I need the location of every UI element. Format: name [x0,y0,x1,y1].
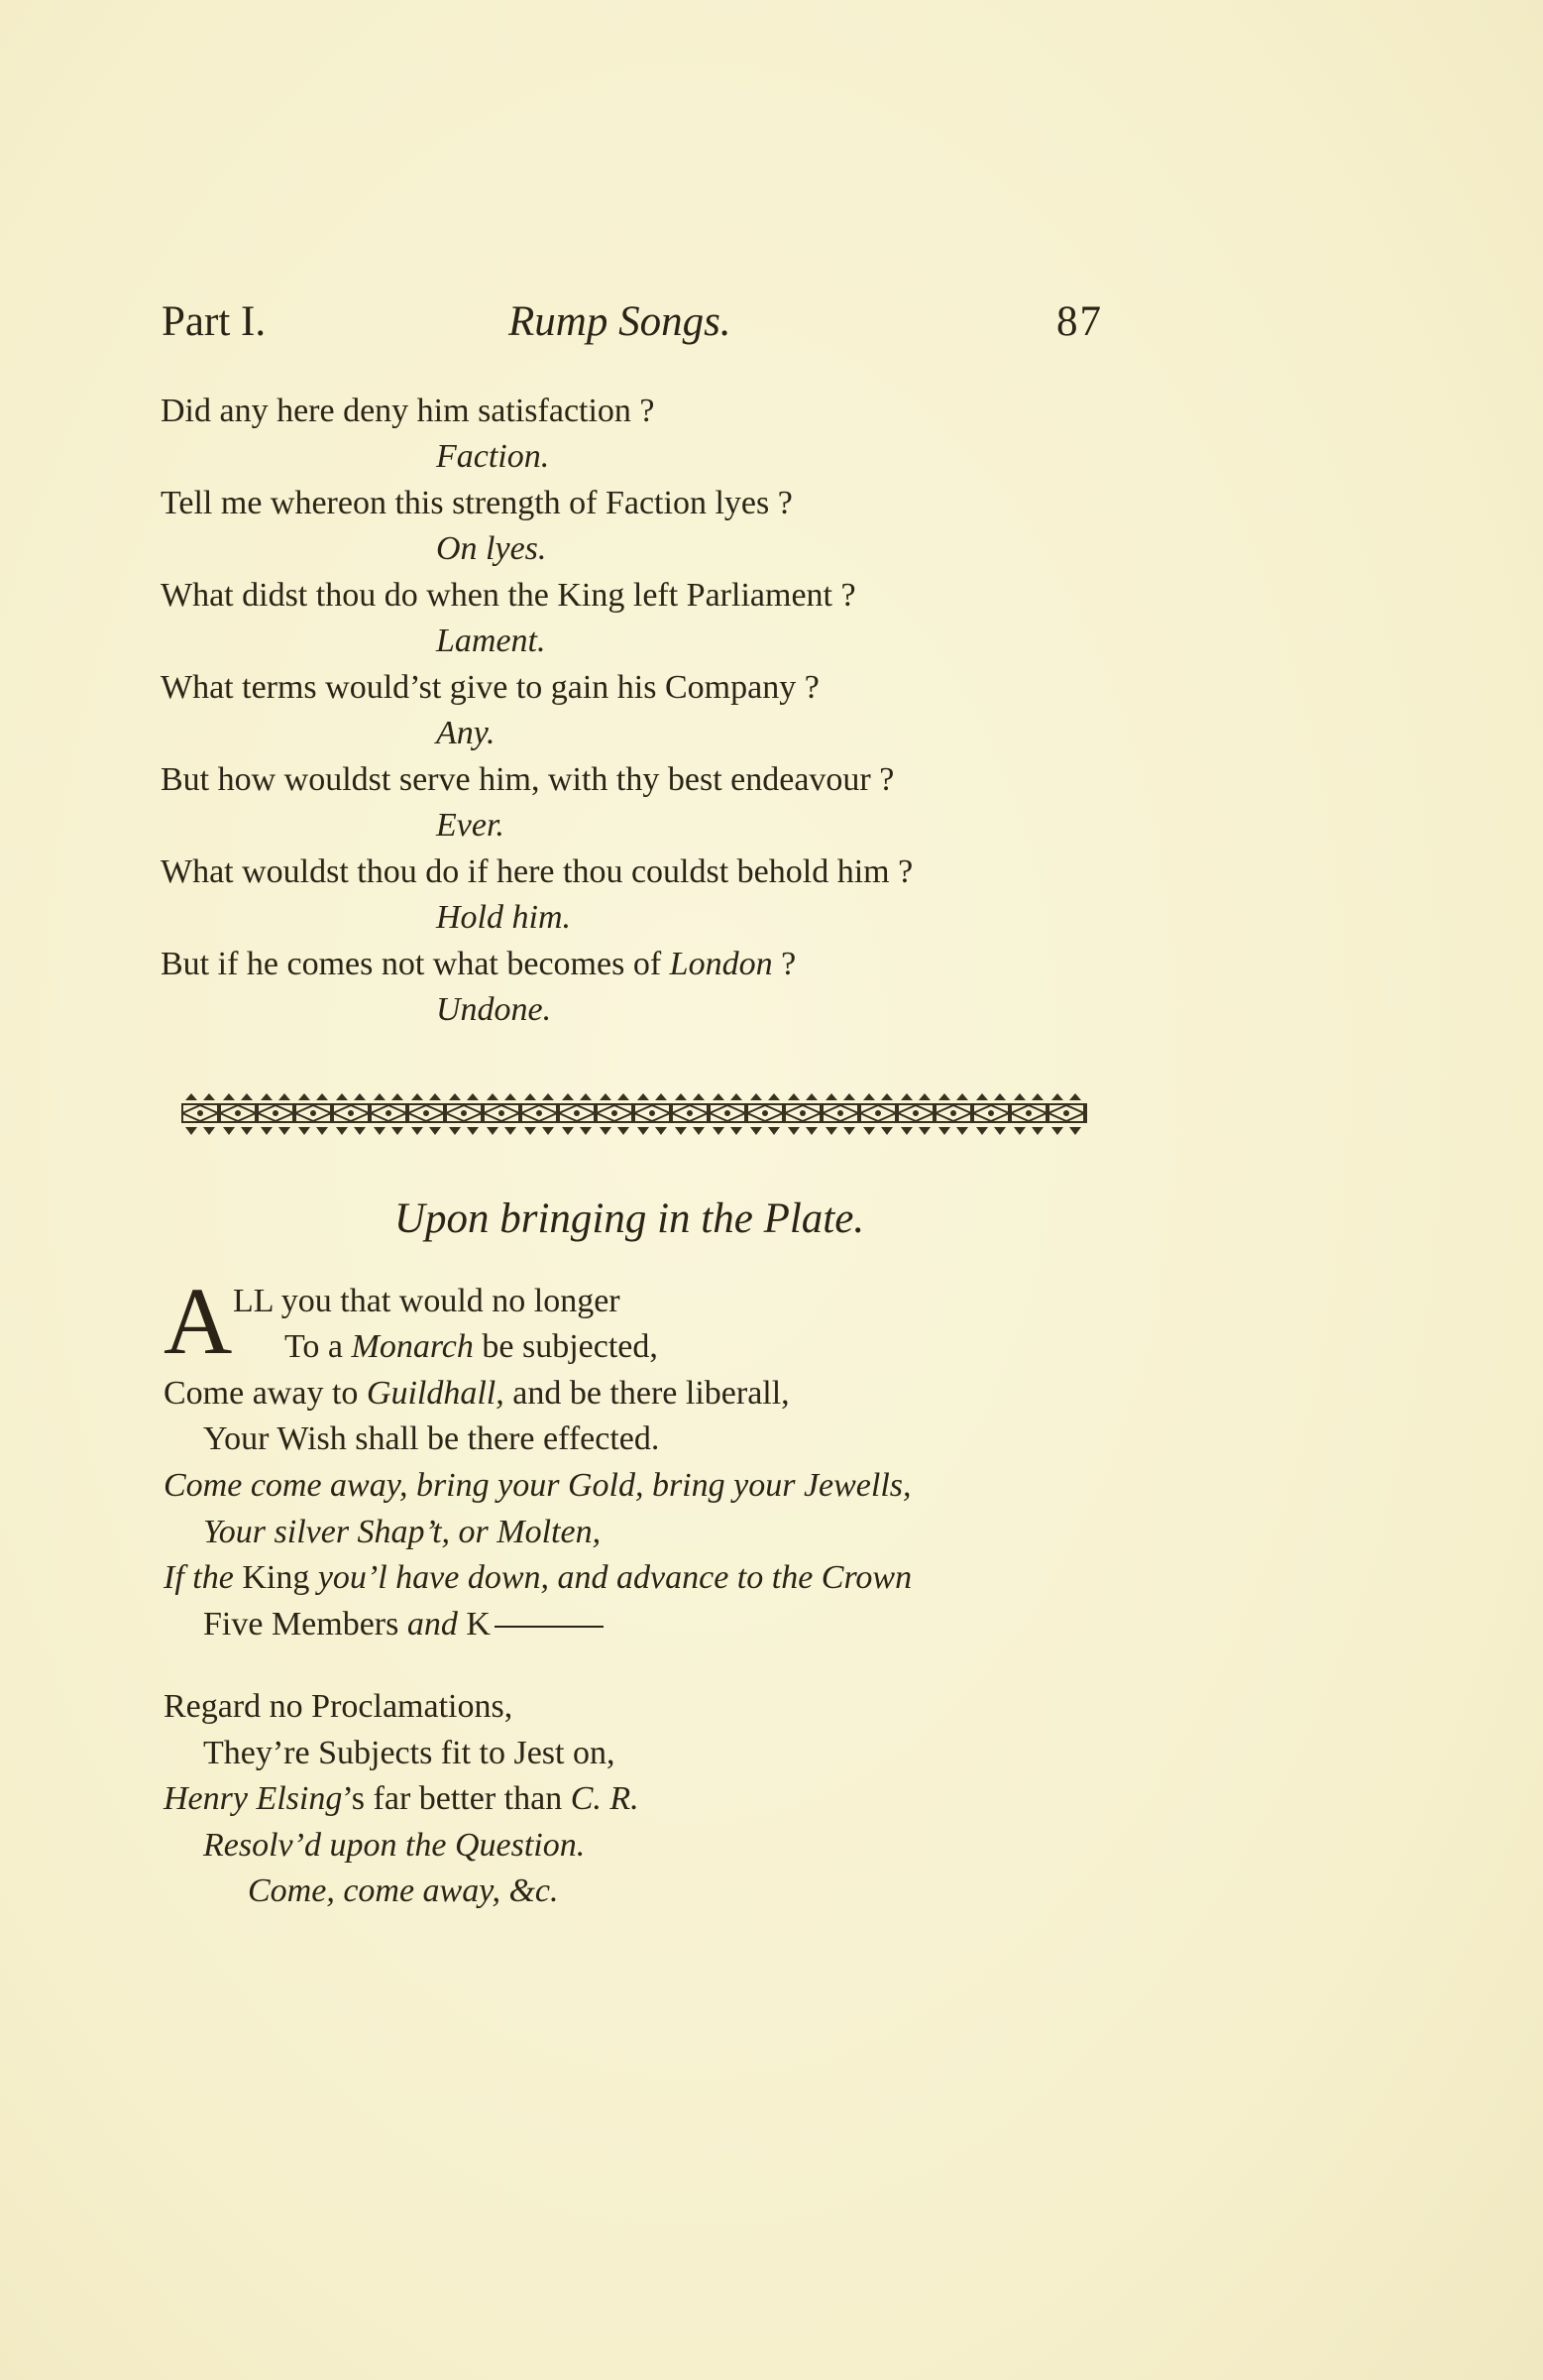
dialogue-answer: Hold him. [436,899,571,936]
page-number: 87 [1056,298,1103,345]
verse-line: Henry Elsing’s far better than C. R. [164,1780,639,1817]
refrain-cue: Come, come away, &c. [248,1872,559,1909]
ornament-band [181,1090,1087,1138]
dialogue-answer: Undone. [436,991,552,1028]
drop-cap: A [164,1268,233,1374]
refrain-line: Your silver Shap’t, or Molten, [203,1514,602,1550]
running-title: Rump Songs. [508,298,731,345]
dialogue-answer: On lyes. [436,530,547,567]
dialogue-question: But if he comes not what becomes of London ? [161,946,797,982]
verse-line: LL you that would no longer [233,1283,620,1319]
dialogue-answer: Ever. [436,807,504,844]
verse-line: They’re Subjects fit to Jest on, [203,1735,615,1771]
dialogue-answer: Lament. [436,623,546,659]
part-label: Part I. [162,298,267,345]
dialogue-answer: Any. [436,715,496,751]
verse-line: Your Wish shall be there effected. [203,1420,660,1457]
dialogue-question: What didst thou do when the King left Parliament ? [161,577,856,614]
dialogue-question: Did any here deny him satisfaction ? [161,393,655,429]
dialogue-question: But how wouldst serve him, with thy best endeavour ? [161,761,895,798]
verse-line: To a Monarch be subjected, [284,1328,658,1365]
verse-line: Resolv’d upon the Question. [203,1827,586,1864]
dash-rule [495,1626,604,1628]
refrain-line: Five Members and K [203,1606,604,1643]
verse-line: Come away to Guildhall, and be there liberall, [164,1375,790,1412]
refrain-line: If the King you’l have down, and advance to the Crown [164,1559,913,1596]
running-header [162,297,1113,367]
refrain-line: Come come away, bring your Gold, bring your Jewells, [164,1467,912,1504]
dialogue-question: Tell me whereon this strength of Faction lyes ? [161,485,793,521]
dialogue-answer: Faction. [436,438,550,475]
dialogue-question: What wouldst thou do if here thou couldst behold him ? [161,853,914,890]
dialogue-question: What terms would’st give to gain his Company ? [161,669,820,706]
verse-line: Regard no Proclamations, [164,1688,513,1725]
song-title: Upon bringing in the Plate. [393,1195,865,1242]
